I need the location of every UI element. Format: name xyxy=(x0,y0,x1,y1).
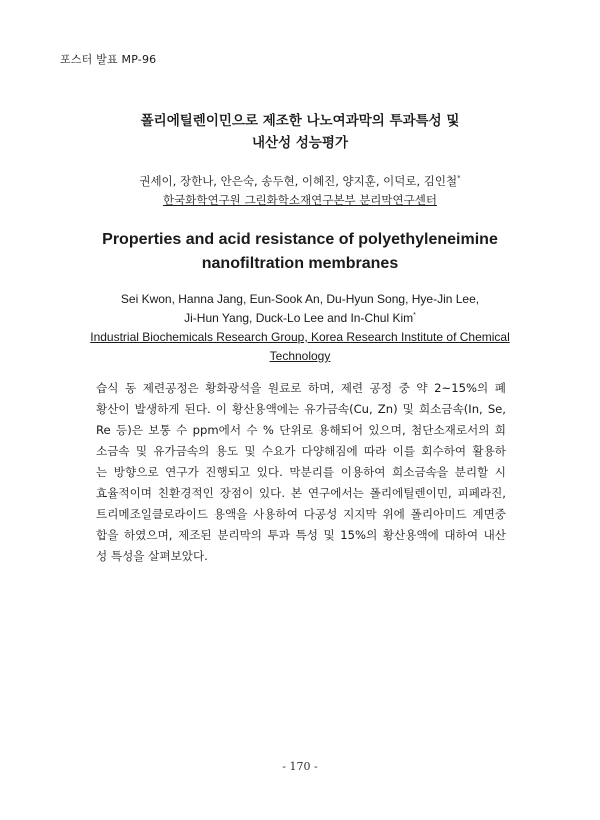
english-title xyxy=(40,228,560,276)
abstract-body xyxy=(96,378,506,567)
korean-title-line-2: 내산성 성능평가 xyxy=(252,135,348,151)
corresponding-author-mark: * xyxy=(457,174,461,183)
english-authors-block xyxy=(40,290,560,366)
abstract-line: 성 특성을 살펴보았다. xyxy=(96,549,208,563)
korean-title-line-1: 폴리에틸렌이민으로 제조한 나노여과막의 투과특성 및 xyxy=(140,113,460,129)
korean-authors-block xyxy=(40,172,560,210)
abstract-line: 소금속 및 유가금속의 용도 및 수요가 다양해짐에 따라 이를 회수하여 활용하 xyxy=(96,444,506,458)
abstract-line: 는 방향으로 연구가 진행되고 있다. 막분리를 이용하여 희소금속을 분리할 시 xyxy=(96,465,506,479)
english-affiliation-line-1: Industrial Biochemicals Research Group, Korea Research Institute of Chemical xyxy=(90,330,510,344)
abstract-line: 합을 하였으며, 제조된 분리막의 투과 특성 및 15%의 황산용액에 대하여 내산 xyxy=(96,528,506,542)
korean-author-names: 권세이, 장한나, 안은숙, 송두현, 이혜진, 양지훈, 이덕로, 김인철 xyxy=(139,174,458,188)
session-label: 포스터 발표 MP-96 xyxy=(60,53,157,66)
english-title-line-1: Properties and acid resistance of polyethyleneimine xyxy=(102,231,498,248)
english-title-line-2: nanofiltration membranes xyxy=(201,255,399,272)
abstract-line: 트리메조일클로라이드 용액을 사용하여 다공성 지지막 위에 폴리아미드 계면중 xyxy=(96,507,506,521)
english-author-line-1: Sei Kwon, Hanna Jang, Eun-Sook An, Du-Hyun Song, Hye-Jin Lee, xyxy=(120,292,480,306)
english-author-line-2: Ji-Hun Yang, Duck-Lo Lee and In-Chul Kim xyxy=(184,311,414,325)
english-affiliation-line-2 xyxy=(40,347,560,366)
korean-author-list xyxy=(40,172,560,191)
korean-title xyxy=(40,110,560,154)
abstract-paragraph xyxy=(96,378,506,567)
english-affiliation-line-2-text: Technology xyxy=(269,349,331,363)
english-author-line-2-wrap xyxy=(40,309,560,328)
corresponding-author-mark-en: * xyxy=(413,312,416,319)
abstract-line: 습식 동 제련공정은 황화광석을 원료로 하며, 제련 공정 중 약 2~15%의 폐 xyxy=(96,381,506,395)
abstract-line: 황산이 발생하게 된다. 이 황산용액에는 유가금속(Cu, Zn) 및 희소금속(In, Se, xyxy=(96,402,506,416)
abstract-line: 효율적이며 친환경적인 장점이 있다. 본 연구에서는 폴리에틸렌이민, 피페라진, xyxy=(96,486,506,500)
page-number: - 170 - xyxy=(282,760,318,773)
abstract-line: Re 등)은 보통 수 ppm에서 수 % 단위로 용해되어 있으며, 첨단소재로서의 희 xyxy=(96,423,506,437)
korean-affiliation: 한국화학연구원 그린화학소재연구본부 분리막연구센터 xyxy=(163,193,437,207)
